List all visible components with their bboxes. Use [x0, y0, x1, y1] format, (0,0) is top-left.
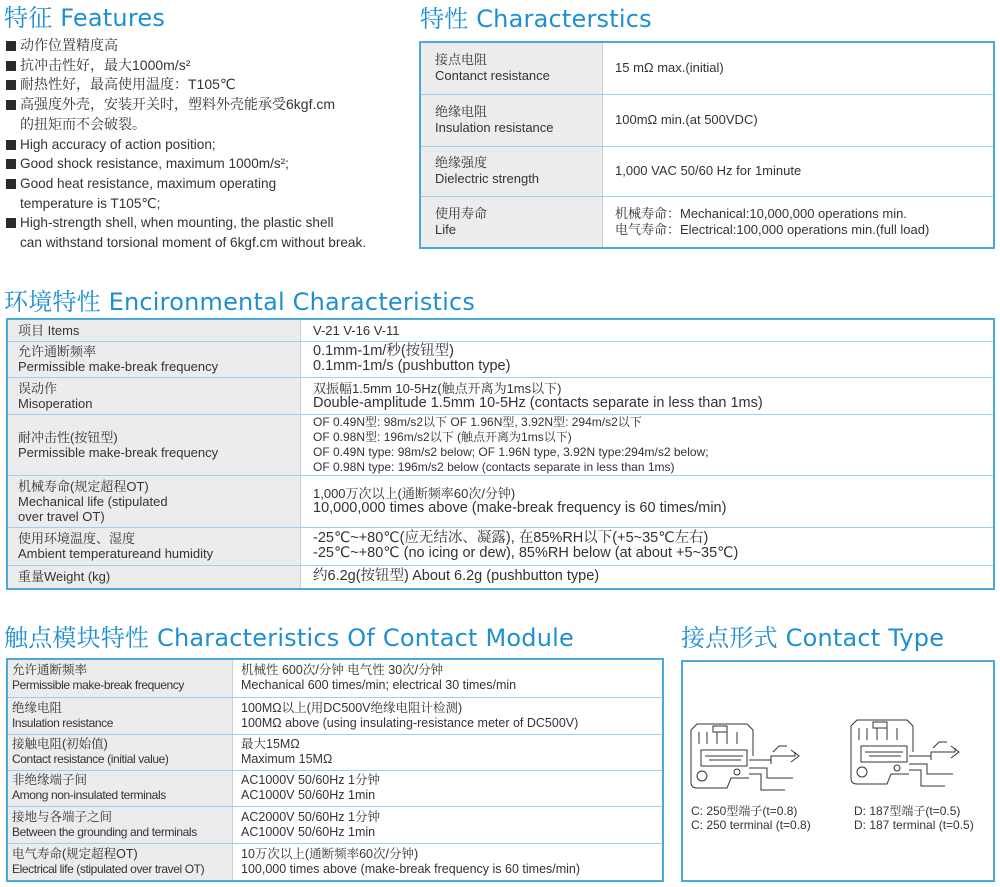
key-line: 机械寿命(规定超程OT): [18, 478, 149, 494]
feature-item: [6, 95, 411, 134]
table-value-cell: [301, 527, 994, 565]
contact-module-title: 触点模块特性 Characteristics Of Contact Module: [4, 624, 574, 652]
table-row: [8, 475, 993, 527]
table-value-cell: [301, 565, 994, 588]
table-value-cell: [603, 196, 994, 247]
bullet-square-icon: [6, 159, 16, 169]
table-value-cell: [233, 697, 663, 734]
value-line: 0.1mm-1m/s (pushbutton type): [313, 358, 511, 374]
key-zh: 绝缘强度: [435, 155, 488, 170]
bullet-square-icon: [6, 80, 16, 90]
key-zh: 接点电阻: [435, 52, 488, 68]
table-value-cell: [301, 341, 994, 377]
key-zh: 允许通断频率: [12, 663, 88, 678]
value-line: -25℃~+80℃(应无结冰、凝露), 在85%RH以下(+5~35℃左右): [313, 530, 709, 546]
key-line: Ambient temperatureand humidity: [18, 546, 214, 561]
contact-type-frame: [681, 660, 995, 882]
feature-text: Good heat resistance, maximum operating temperature is T105℃;: [20, 175, 277, 211]
table-key-cell: [8, 341, 301, 377]
key-en: Electrical life (stipulated over travel OT): [12, 861, 205, 876]
feature-item: [6, 75, 411, 95]
key-en: Contact resistance (initial value): [12, 752, 169, 766]
table-key-cell: [421, 43, 603, 94]
table-key-cell: [8, 527, 301, 565]
contact-module-table-frame: [6, 658, 664, 882]
characteristics-title: 特性 Characterstics: [420, 5, 652, 33]
table-key-cell: [421, 94, 603, 146]
environmental-table: [8, 320, 993, 588]
value-line: AC1000V 50/60Hz 1分钟: [241, 773, 380, 787]
key-zh: 使用寿命: [435, 205, 488, 221]
table-value-cell: [603, 94, 994, 146]
key-line: Permissible make-break frequency: [18, 359, 219, 374]
key-line: 项目 Items: [18, 322, 80, 338]
value-line: 100MΩ above (using insulating-resistance meter of DC500V): [241, 715, 579, 730]
bullet-square-icon: [6, 61, 16, 71]
key-line: 耐冲击性(按钮型): [18, 429, 118, 445]
feature-item: [6, 36, 411, 56]
key-zh: 接地与各端子之间: [12, 809, 113, 824]
table-row: [8, 320, 993, 341]
feature-item: [6, 174, 411, 213]
terminal-187-caption: [854, 804, 974, 832]
key-zh: 绝缘电阻: [12, 700, 63, 715]
value-line: 最大15MΩ: [241, 737, 300, 751]
table-value-cell: [301, 475, 994, 527]
value-line: 100mΩ min.(at 500VDC): [615, 112, 758, 127]
environmental-table-frame: [6, 318, 995, 590]
key-en: Among non-insulated terminals: [12, 788, 166, 802]
key-en: Dielectric strength: [435, 171, 540, 186]
contact-type-title: 接点形式 Contact Type: [681, 624, 945, 652]
value-line: 10万次以上(通断频率60次/分钟): [241, 846, 419, 861]
table-key-cell: [8, 697, 233, 734]
table-row: [8, 697, 662, 734]
table-row: [8, 414, 993, 475]
value-line: OF 0.98N type: 196m/s2 below (contacts separate in less than 1ms): [313, 459, 675, 474]
key-line: Permissible make-break frequency: [18, 444, 219, 460]
table-value-cell: [233, 806, 663, 843]
key-zh: 绝缘电阻: [435, 104, 488, 119]
table-value-cell: [603, 43, 994, 94]
feature-text: High-strength shell, when mounting, the plastic shell can withstand torsional moment of 6kgf.cm without break.: [20, 215, 367, 251]
bullet-square-icon: [6, 140, 16, 150]
value-line: AC1000V 50/60Hz 1min: [241, 788, 376, 802]
value-line: 10,000,000 times above (make-break frequency is 60 times/min): [313, 500, 727, 516]
table-row: [8, 660, 662, 697]
table-key-cell: [8, 806, 233, 843]
table-key-cell: [8, 475, 301, 527]
value-line: Double-amplitude 1.5mm 10-5Hz (contacts separate in less than 1ms): [313, 394, 763, 411]
bullet-square-icon: [6, 179, 16, 189]
value-line: Maximum 15MΩ: [241, 752, 333, 766]
characteristics-table: [421, 43, 993, 247]
table-value-cell: [233, 843, 663, 880]
table-key-cell: [8, 320, 301, 341]
feature-item: [6, 154, 411, 174]
bullet-square-icon: [6, 100, 16, 110]
table-value-cell: [301, 377, 994, 414]
feature-item: [6, 56, 411, 76]
value-line: 0.1mm-1m/秒(按钮型): [313, 343, 454, 359]
value-line: V-21 V-16 V-11: [313, 322, 400, 338]
table-key-cell: [8, 843, 233, 880]
value-line: AC2000V 50/60Hz 1分钟: [241, 809, 380, 824]
value-line: Mechanical 600 times/min; electrical 30 times/min: [241, 678, 517, 693]
table-row: [8, 527, 993, 565]
key-en: Insulation resistance: [12, 715, 113, 730]
feature-text: 耐热性好，最高使用温度：T105℃: [20, 76, 236, 93]
key-en: Contanct resistance: [435, 68, 550, 84]
key-zh: 接触电阻(初始值): [12, 737, 108, 751]
key-zh: 电气寿命(规定超程OT): [12, 846, 138, 861]
environmental-title: 环境特性 Encironmental Characteristics: [4, 288, 476, 316]
table-row: [421, 43, 993, 94]
value-line: OF 0.49N type: 98m/s2 below; OF 1.96N type, 3.92N type:294m/s2 below;: [313, 444, 709, 459]
caption-en: C: 250 terminal (t=0.8): [691, 818, 811, 832]
key-line: Mechanical life (stipulated: [18, 493, 168, 509]
value-line: OF 0.98N型: 196m/s2以下 (触点开离为1ms以下): [313, 429, 572, 444]
table-row: [8, 565, 993, 588]
value-line: 电气寿命：Electrical:100,000 operations min.(full load): [615, 221, 930, 237]
key-line: 重量Weight (kg): [18, 569, 111, 585]
feature-text: 动作位置精度高: [20, 37, 118, 53]
value-line: 机械性 600次/分钟 电气性 30次/分钟: [241, 663, 444, 678]
table-value-cell: [233, 734, 663, 770]
key-en: Permissible make-break frequency: [12, 678, 184, 693]
value-line: AC1000V 50/60Hz 1min: [241, 824, 376, 839]
key-line: 误动作: [18, 380, 58, 396]
key-line: 使用环境温度、湿度: [18, 531, 136, 546]
value-line: 100,000 times above (make-break frequency is 60 times/min): [241, 861, 581, 876]
table-row: [8, 341, 993, 377]
table-row: [8, 806, 662, 843]
table-row: [8, 843, 662, 880]
value-line: -25℃~+80℃ (no icing or dew), 85%RH below (at about +5~35℃): [313, 545, 739, 561]
feature-text: High accuracy of action position;: [20, 136, 216, 152]
table-row: [421, 146, 993, 196]
value-line: 1,000万次以上(通断频率60次/分钟): [313, 486, 516, 501]
table-key-cell: [8, 770, 233, 806]
table-value-cell: [603, 146, 994, 196]
table-key-cell: [421, 196, 603, 247]
terminal-250-caption: [691, 804, 811, 832]
value-line: 双振幅1.5mm 10-5Hz(触点开离为1ms以下): [313, 380, 562, 396]
value-line: 15 mΩ max.(initial): [615, 60, 724, 76]
table-key-cell: [421, 146, 603, 196]
table-value-cell: [233, 770, 663, 806]
key-line: over travel OT): [18, 508, 105, 524]
feature-item: [6, 213, 411, 252]
table-value-cell: [301, 320, 994, 341]
contact-module-table: [8, 660, 662, 880]
terminal-250-diagram: [687, 716, 817, 796]
table-row: [8, 734, 662, 770]
bullet-square-icon: [6, 41, 16, 51]
feature-text: 抗冲击性好，最大1000m/s²: [20, 56, 191, 73]
key-en: Insulation resistance: [435, 120, 554, 135]
features-list: [6, 36, 411, 253]
table-value-cell: [301, 414, 994, 475]
caption-en: D: 187 terminal (t=0.5): [854, 818, 974, 832]
caption-zh: C: 250型端子(t=0.8): [691, 804, 798, 818]
table-value-cell: [233, 660, 663, 697]
table-row: [421, 196, 993, 247]
key-en: Between the grounding and terminals: [12, 824, 197, 839]
caption-zh: D: 187型端子(t=0.5): [854, 804, 961, 818]
key-line: Misoperation: [18, 395, 93, 411]
table-row: [8, 377, 993, 414]
feature-text: Good shock resistance, maximum 1000m/s²;: [20, 156, 289, 172]
value-line: 1,000 VAC 50/60 Hz for 1minute: [615, 163, 802, 178]
table-row: [421, 94, 993, 146]
value-line: OF 0.49N型: 98m/s2以下 OF 1.96N型, 3.92N型: 294m/s2以下: [313, 414, 642, 429]
table-key-cell: [8, 414, 301, 475]
key-line: 允许通断频率: [18, 344, 97, 359]
value-line: 100MΩ以上(用DC500V绝缘电阻计检测): [241, 700, 463, 715]
table-key-cell: [8, 734, 233, 770]
value-line: 机械寿命：Mechanical:10,000,000 operations min.: [615, 205, 907, 221]
features-title: 特征 Features: [4, 4, 166, 32]
table-row: [8, 770, 662, 806]
table-key-cell: [8, 377, 301, 414]
table-key-cell: [8, 660, 233, 697]
table-key-cell: [8, 565, 301, 588]
key-en: Life: [435, 221, 456, 237]
value-line: 约6.2g(按钮型) About 6.2g (pushbutton type): [313, 568, 600, 585]
feature-text: 高强度外壳，安装开关时，塑料外壳能承受6kgf.cm 的扭矩而不会破裂。: [20, 96, 336, 132]
characteristics-table-frame: [419, 41, 995, 249]
key-zh: 非绝缘端子间: [12, 773, 88, 787]
bullet-square-icon: [6, 218, 16, 228]
feature-item: [6, 135, 411, 155]
terminal-187-diagram: [847, 712, 977, 792]
